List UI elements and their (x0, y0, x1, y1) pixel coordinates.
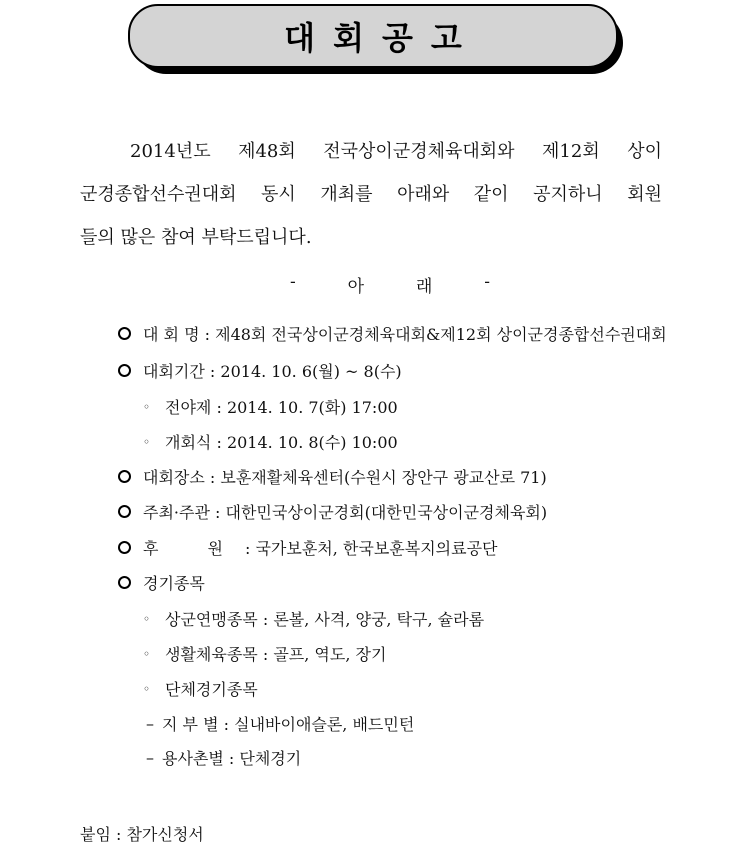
item-value: : 론볼, 사격, 양궁, 탁구, 슐라롬 (262, 610, 485, 629)
small-dot-icon: ◦ (143, 399, 151, 414)
list-item-sub3 (118, 677, 258, 700)
title-banner (128, 4, 618, 68)
item-value: : 제48회 전국상이군경체육대회&제12회 상이군경종합선수권대회 (204, 325, 667, 344)
item-label: 후 원 (143, 539, 245, 558)
item-value: : 2014. 10. 8(수) 10:00 (216, 433, 398, 452)
item-label: 대회기간 (143, 362, 205, 381)
item-label: 대회장소 (143, 468, 205, 487)
item-label: 생활체육종목 (165, 645, 258, 664)
bullet-icon (118, 576, 131, 589)
list-item-host (118, 500, 547, 523)
item-value: : 보훈재활체육센터(수원시 장안구 광교산로 71) (209, 468, 547, 487)
bullet-icon (118, 541, 131, 554)
list-item-eve (118, 395, 398, 418)
item-value: : 단체경기 (228, 749, 302, 768)
intro-line-3: 들의 많은 참여 부탁드립니다. (80, 227, 312, 248)
item-label: 지 부 별 (162, 715, 219, 734)
list-item-period (118, 359, 402, 382)
intro-line-2: 군경종합선수권대회 동시 개최를 아래와 같이 공지하니 회원 (80, 184, 662, 205)
item-label: 단체경기종목 (165, 680, 258, 699)
small-dot-icon: ◦ (143, 681, 151, 696)
item-value: : 골프, 역도, 장기 (262, 645, 387, 664)
small-dot-icon: ◦ (143, 611, 151, 626)
item-label: 경기종목 (143, 574, 205, 593)
item-label: 대 회 명 (143, 325, 200, 344)
list-item-sub2 (118, 642, 386, 665)
item-label: 용사촌별 (162, 749, 224, 768)
heading-char-2: 래 (415, 277, 433, 297)
item-label: 전야제 (165, 398, 212, 417)
list-item-event-name (118, 322, 667, 345)
item-value: : 국가보훈처, 한국보훈복지의료공단 (245, 539, 498, 558)
page-title: 대회공고 (284, 19, 480, 57)
list-item-sponsor (118, 536, 498, 559)
bullet-icon (118, 470, 131, 483)
item-value: : 실내바이애슬론, 배드민턴 (223, 715, 415, 734)
bullet-icon (118, 327, 131, 340)
heading-char-1: 아 (347, 277, 365, 297)
intro-paragraph (80, 130, 662, 259)
item-value: : 2014. 10. 6(월) ~ 8(수) (209, 362, 402, 381)
heading-dash-left: - (290, 272, 296, 292)
item-label: 개회식 (165, 433, 212, 452)
item-label: 상군연맹종목 (165, 610, 258, 629)
list-item-team2 (118, 746, 301, 769)
intro-line-1: 2014년도 제48회 전국상이군경체육대회와 제12회 상이 (130, 141, 662, 162)
dash-icon: – (146, 748, 154, 767)
bullet-icon (118, 505, 131, 518)
item-value: : 대한민국상이군경회(대한민국상이군경체육회) (215, 503, 548, 522)
list-item-team1 (118, 712, 414, 735)
heading-dash-right: - (484, 272, 490, 292)
section-heading (290, 272, 490, 297)
small-dot-icon: ◦ (143, 434, 151, 449)
bullet-icon (118, 364, 131, 377)
dash-icon: – (146, 714, 154, 733)
list-item-events (118, 571, 205, 594)
small-dot-icon: ◦ (143, 646, 151, 661)
item-value: : 2014. 10. 7(화) 17:00 (216, 398, 398, 417)
list-item-sub1 (118, 607, 484, 630)
item-label: 주최·주관 (143, 503, 210, 522)
list-item-venue (118, 465, 547, 488)
attachment-note: 붙임 : 참가신청서 (80, 825, 204, 844)
list-item-opening (118, 430, 398, 453)
